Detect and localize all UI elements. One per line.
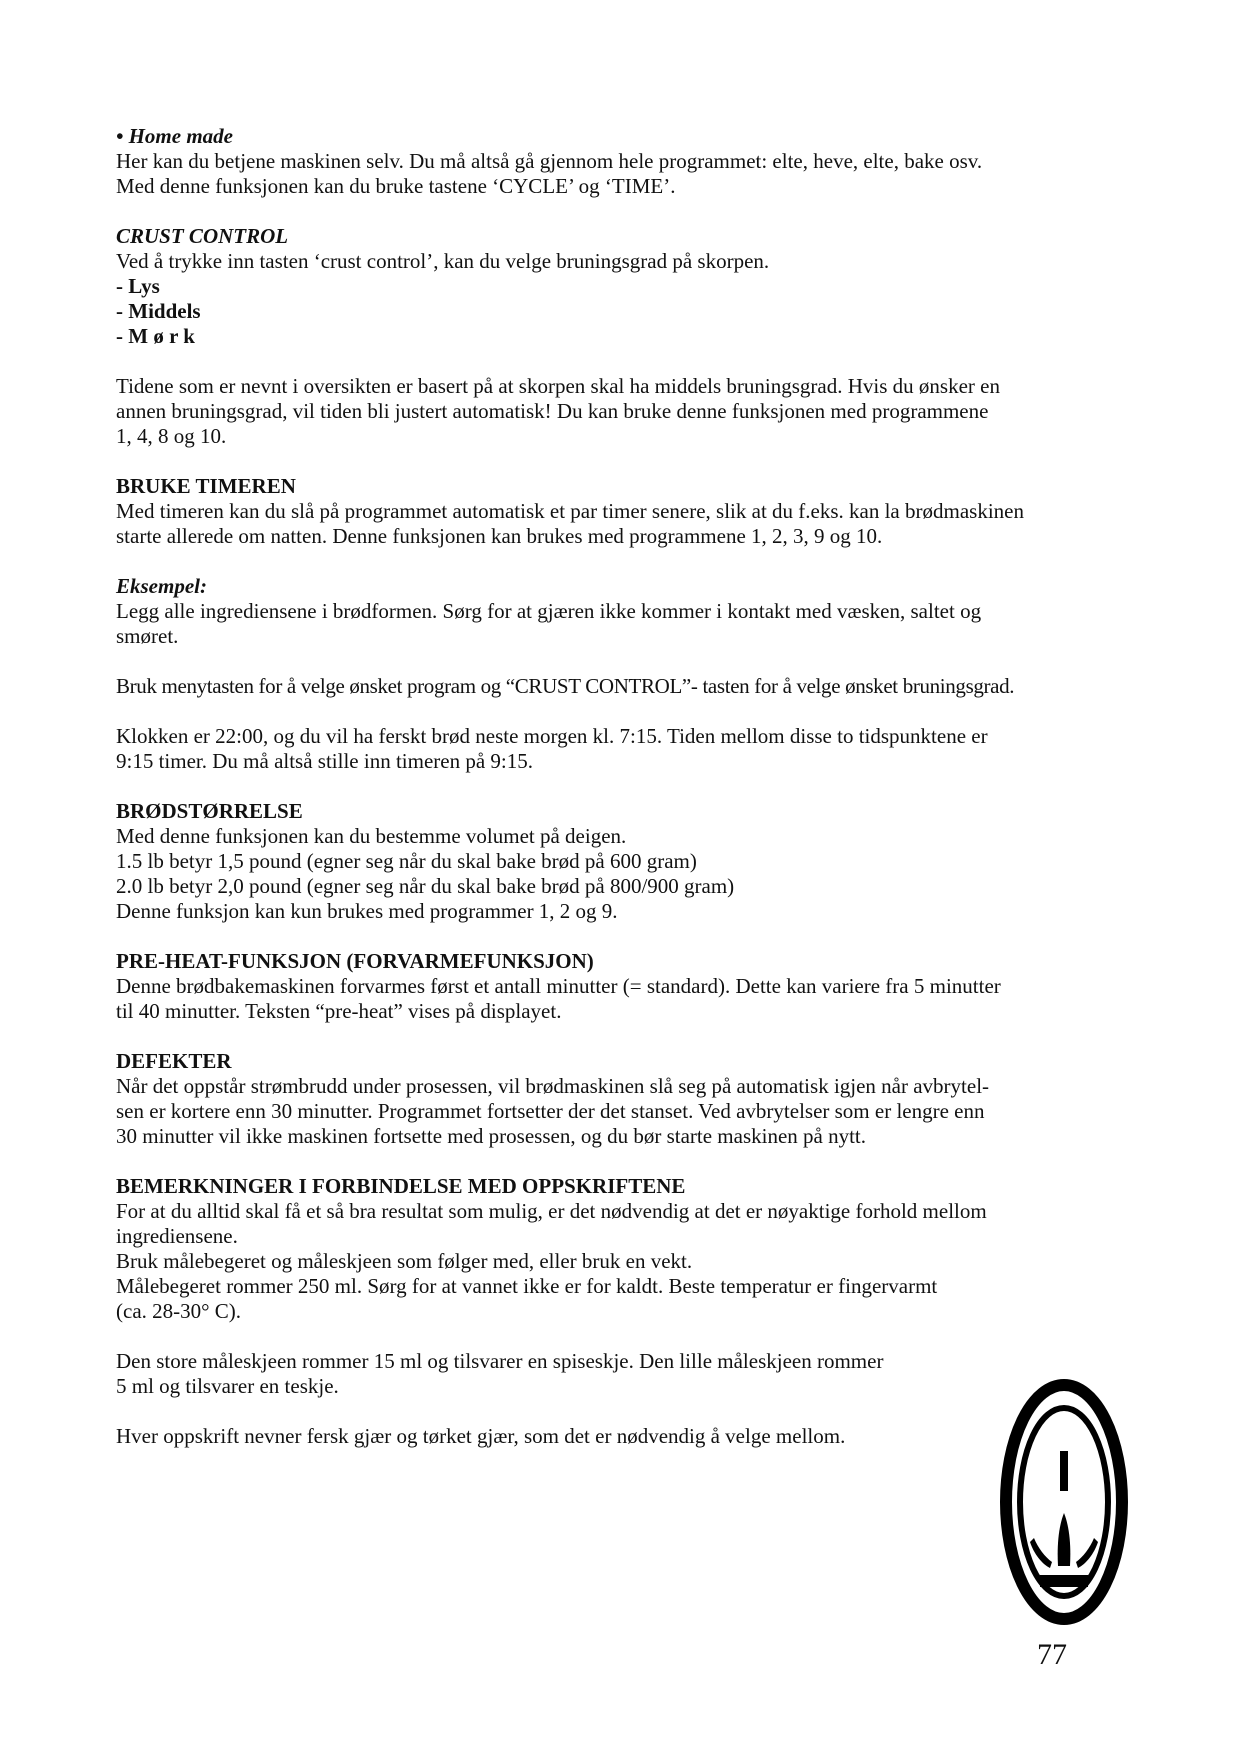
list-item: - Lys (116, 274, 160, 298)
text-line: Denne funksjon kan kun brukes med programmer 1, 2 og 9. (116, 899, 618, 923)
text-line: Legg alle ingrediensene i brødformen. Sørg for at gjæren ikke kommer i kontakt med væsken, saltet og (116, 599, 982, 623)
text-line: Den store måleskjeen rommer 15 ml og tilsvarer en spiseskje. Den lille måleskjeen rommer (116, 1349, 884, 1373)
text-line: sen er kortere enn 30 minutter. Programmet fortsetter der det stanset. Ved avbrytelser som er lengre enn (116, 1099, 985, 1123)
loaf-size-section (116, 799, 1141, 924)
text-line: Klokken er 22:00, og du vil ha ferskt brød neste morgen kl. 7:15. Tiden mellom disse to tidspunktene er (116, 724, 988, 748)
text-line: ingrediensene. (116, 1224, 238, 1248)
defects-section (116, 1049, 1141, 1149)
text-line: til 40 minutter. Teksten “pre-heat” vises på displayet. (116, 999, 562, 1023)
text-line: 9:15 timer. Du må altså stille inn timeren på 9:15. (116, 749, 534, 773)
text-line: smøret. (116, 624, 179, 648)
preheat-heading: PRE-HEAT-FUNKSJON (FORVARMEFUNKSJON) (116, 949, 594, 973)
timer-heading: BRUKE TIMEREN (116, 474, 296, 498)
text-line: Med denne funksjonen kan du bestemme volumet på deigen. (116, 824, 627, 848)
remarks-heading: BEMERKNINGER I FORBINDELSE MED OPPSKRIFTENE (116, 1174, 686, 1198)
text-line: Tidene som er nevnt i oversikten er basert på at skorpen skal ha middels bruningsgrad. Hvis du ønsker en (116, 374, 1000, 398)
text-line: 1.5 lb betyr 1,5 pound (egner seg når du skal bake brød på 600 gram) (116, 849, 697, 873)
crust-control-section (116, 224, 1141, 449)
text-line: Med timeren kan du slå på programmet automatisk et par timer senere, slik at du f.eks. kan la brødmaskinen (116, 499, 1024, 523)
example-heading: Eksempel: (116, 574, 207, 598)
text-line: Bruk menytasten for å velge ønsket program og “CRUST CONTROL”- tasten for å velge ønsket bruningsgrad. (116, 674, 1015, 698)
text-line: 2.0 lb betyr 2,0 pound (egner seg når du skal bake brød på 800/900 gram) (116, 874, 735, 898)
text-line: Ved å trykke inn tasten ‘crust control’, kan du velge bruningsgrad på skorpen. (116, 249, 770, 273)
text-line: Målebegeret rommer 250 ml. Sørg for at vannet ikke er for kaldt. Beste temperatur er fingervarmt (116, 1274, 938, 1298)
text-line: Denne brødbakemaskinen forvarmes først et antall minutter (= standard). Dette kan variere fra 5 minutter (116, 974, 1001, 998)
home-made-heading: • Home made (116, 124, 233, 148)
manual-page (116, 124, 1141, 1449)
home-made-section (116, 124, 1141, 199)
page-number: 77 (1037, 1638, 1067, 1671)
text-line: (ca. 28-30° C). (116, 1299, 242, 1323)
text-line: 30 minutter vil ikke maskinen fortsette med prosessen, og du bør starte maskinen på nytt. (116, 1124, 867, 1148)
text-line: Hver oppskrift nevner fersk gjær og tørket gjær, som det er nødvendig å velge mellom. (116, 1424, 846, 1448)
crust-control-heading: CRUST CONTROL (116, 224, 289, 248)
text-line: Her kan du betjene maskinen selv. Du må altså gå gjennom hele programmet: elte, heve, elte, bake osv. (116, 149, 983, 173)
loaf-size-heading: BRØDSTØRRELSE (116, 799, 303, 823)
example-section (116, 574, 1141, 774)
text-line: For at du alltid skal få et så bra resultat som mulig, er det nødvendig at det er nøyaktige forhold mellom (116, 1199, 987, 1223)
text-line: 1, 4, 8 og 10. (116, 424, 227, 448)
text-line: Bruk målebegeret og måleskjeen som følger med, eller bruk en vekt. (116, 1249, 693, 1273)
preheat-section (116, 949, 1141, 1024)
list-item: - Middels (116, 299, 201, 323)
defects-heading: DEFEKTER (116, 1049, 232, 1073)
text-line: Når det oppstår strømbrudd under prosessen, vil brødmaskinen slå seg på automatisk igjen når avbrytel- (116, 1074, 990, 1098)
crown-oval-logo-icon (1000, 1378, 1128, 1626)
remarks-section (116, 1174, 1141, 1449)
text-line: starte allerede om natten. Denne funksjonen kan brukes med programmene 1, 2, 3, 9 og 10. (116, 524, 883, 548)
text-line: Med denne funksjonen kan du bruke tastene ‘CYCLE’ og ‘TIME’. (116, 174, 676, 198)
text-line: annen bruningsgrad, vil tiden bli justert automatisk! Du kan bruke denne funksjonen med programmene (116, 399, 989, 423)
timer-section (116, 474, 1141, 549)
list-item: - M ø r k (116, 324, 195, 348)
text-line: 5 ml og tilsvarer en teskje. (116, 1374, 339, 1398)
